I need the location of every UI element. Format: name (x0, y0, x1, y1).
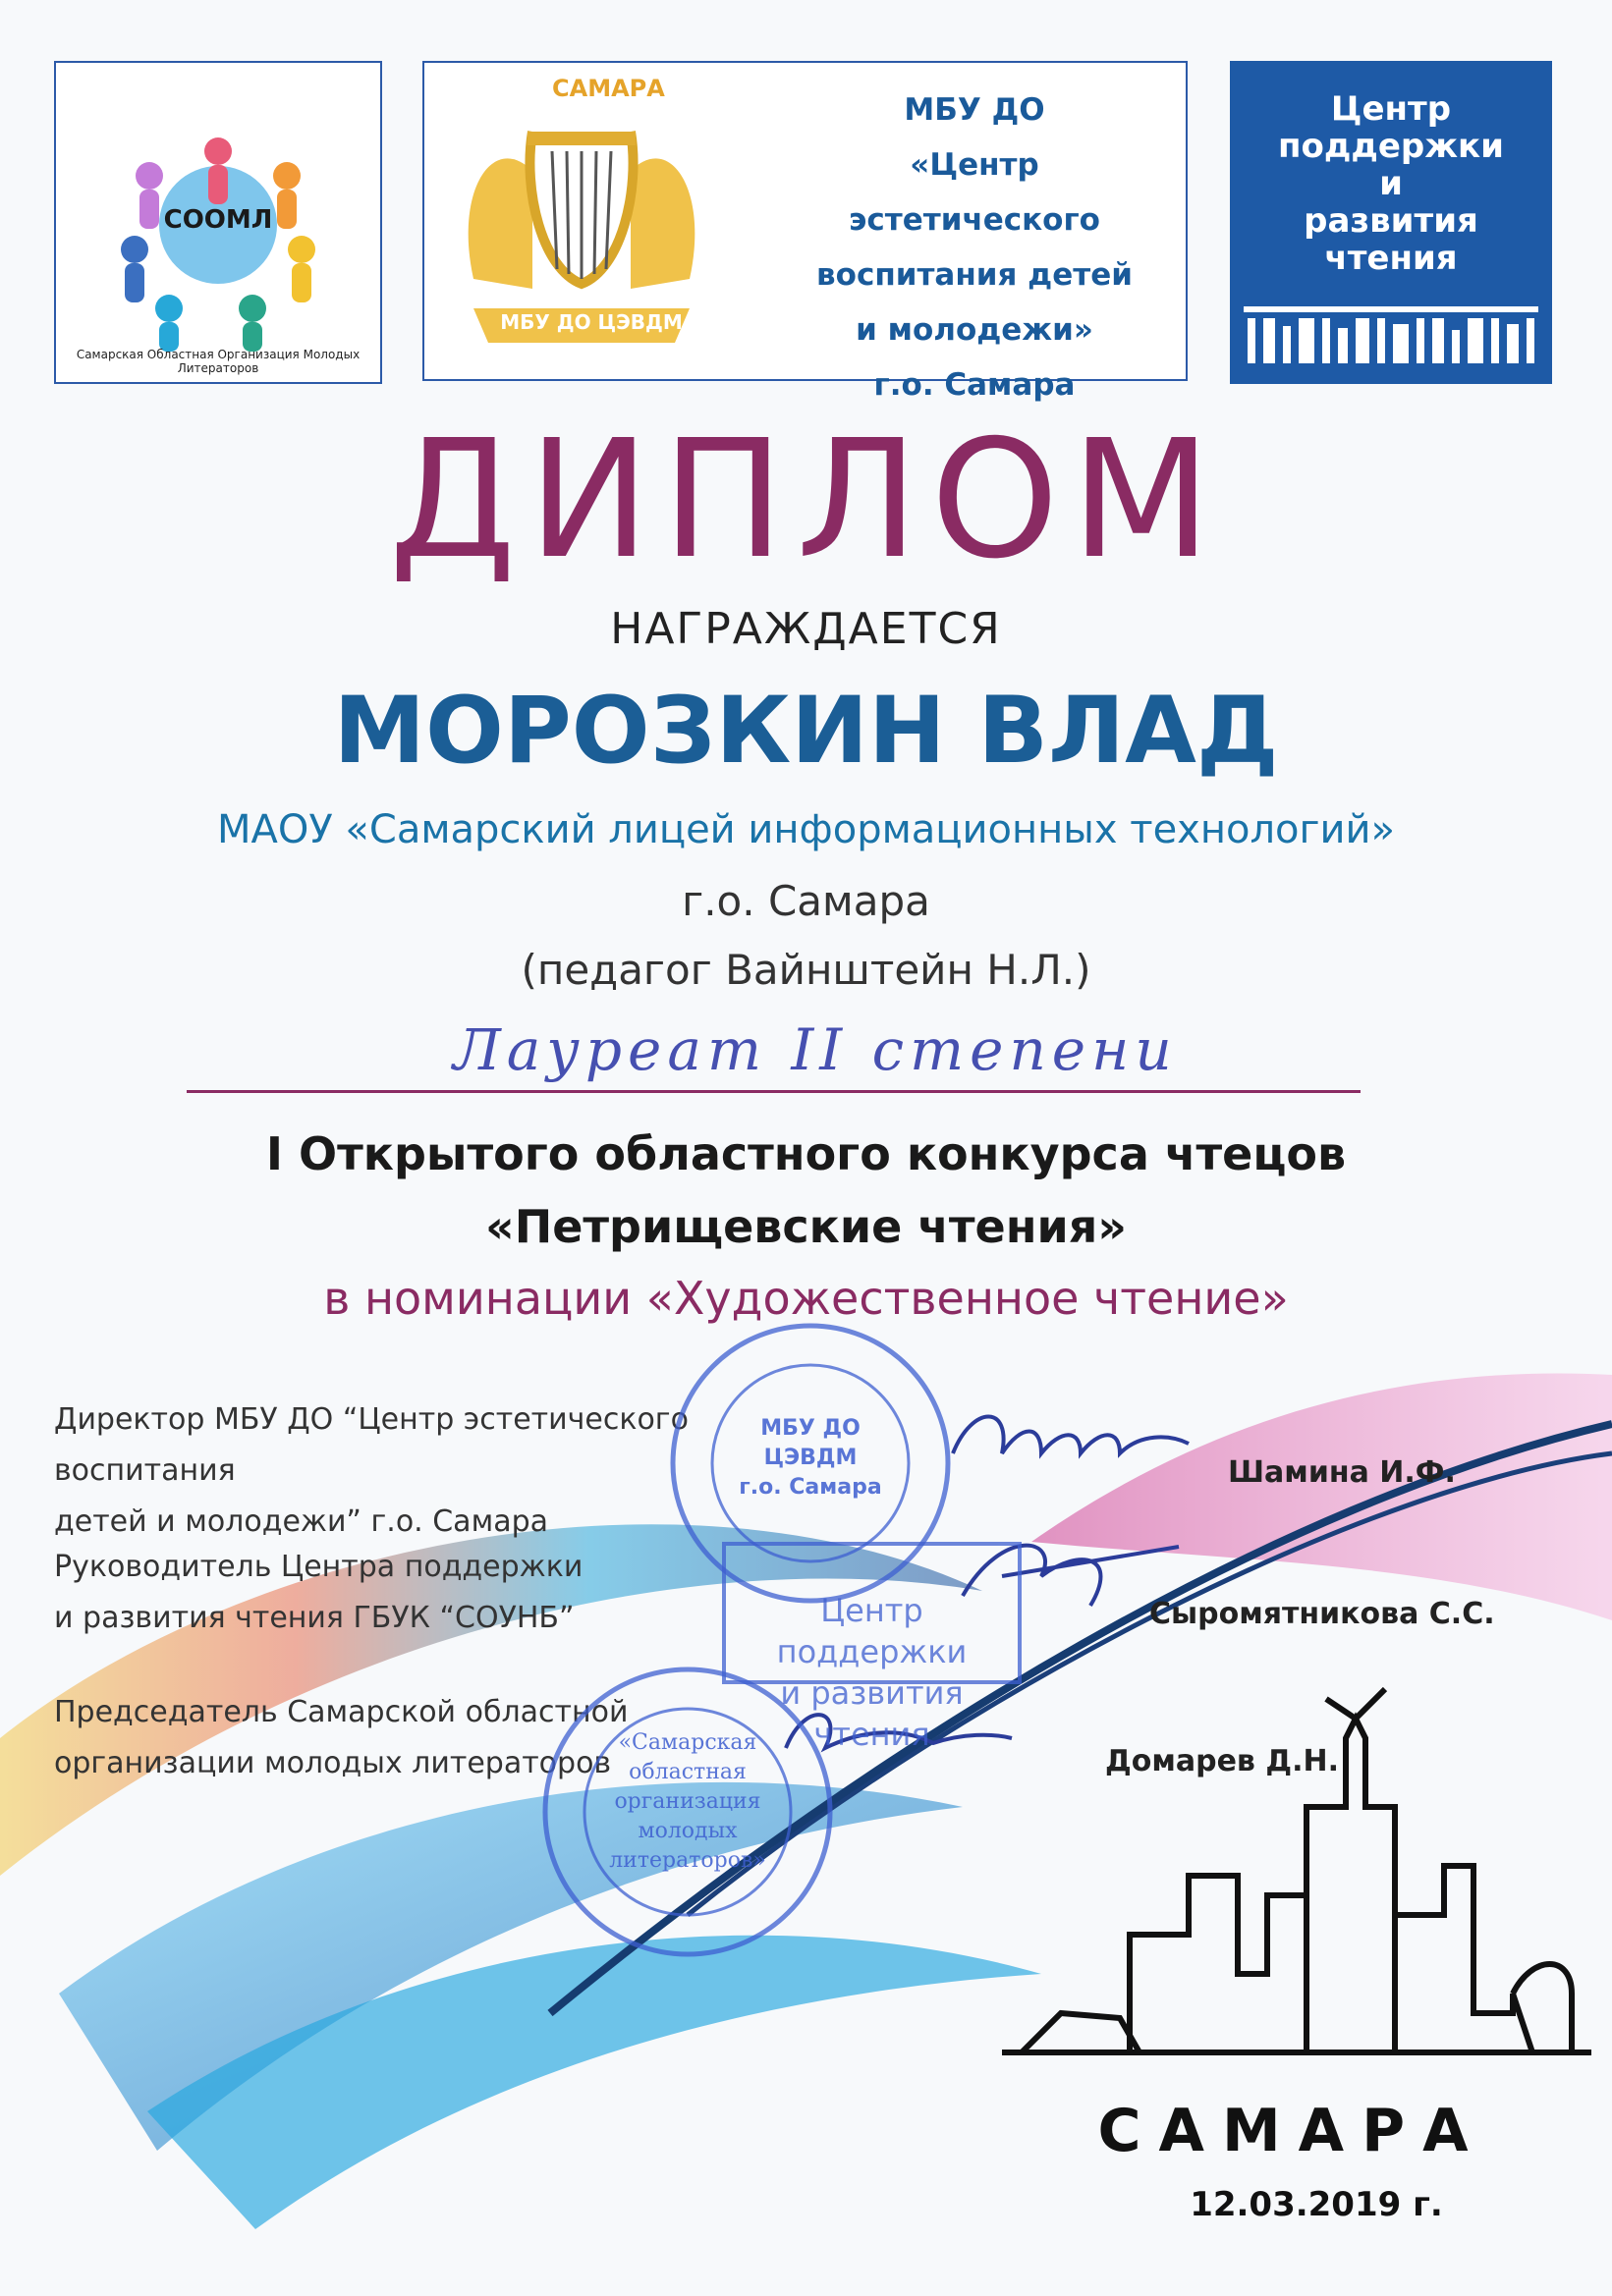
issue-date: 12.03.2019 г. (1190, 2185, 1443, 2224)
school-name: МАОУ «Самарский лицей информационных технологий» (216, 807, 1395, 852)
contest-name: «Петрищевские чтения» (484, 1200, 1128, 1253)
rc-line2: поддержки (1278, 127, 1504, 166)
mbu-line4: и молодежи» (856, 312, 1093, 348)
teacher-name: (педагог Вайнштейн Н.Л.) (521, 946, 1091, 994)
rc-line5: чтения (1324, 239, 1458, 278)
soml-logo (54, 61, 382, 384)
bookshelf-icon (1244, 306, 1538, 367)
mbu-name (783, 82, 1166, 412)
reading-center-logo (1230, 61, 1552, 384)
nomination: в номинации «Художественное чтение» (323, 1272, 1289, 1325)
diploma-title: ДИПЛОМ (388, 406, 1224, 595)
recipient-name: МОРОЗКИН ВЛАД (333, 678, 1279, 785)
stamp3-line4: молодых (638, 1819, 738, 1843)
contest-title: I Открытого областного конкурса чтецов (265, 1127, 1347, 1180)
stamp1-line3: г.о. Самара (739, 1475, 882, 1500)
emblem-top-text: САМАРА (552, 75, 665, 102)
cevdm-logo (422, 61, 1188, 403)
signatory-3-name: Домарев Д.Н. (1105, 1744, 1339, 1778)
mbu-line2: «Центр эстетического (849, 147, 1100, 238)
stamp1-line2: ЦЭВДМ (763, 1446, 858, 1470)
signatory-2-name: Сыромятникова С.С. (1149, 1597, 1495, 1631)
signatory-3-title-line1: Председатель Самарской областной (54, 1695, 629, 1729)
city-name: САМАРА (1097, 2097, 1486, 2165)
stamp-cevdm-text (732, 1414, 889, 1503)
rc-line4: развития (1304, 201, 1478, 241)
stamp1-line1: МБУ ДО (760, 1416, 861, 1441)
stamp-soml-text (599, 1728, 776, 1876)
mbu-line3: воспитания детей (816, 257, 1133, 293)
stamp2-line1: Центр поддержки (776, 1592, 968, 1670)
emblem-ribbon-text: МБУ ДО ЦЭВДМ (500, 310, 683, 334)
mbu-line1: МБУ ДО (904, 92, 1045, 128)
rc-line3: и (1379, 164, 1403, 203)
signature-1 (943, 1385, 1198, 1493)
stamp3-line2: областная (629, 1760, 747, 1784)
signatory-3-title-line2: организации молодых литераторов (54, 1746, 612, 1780)
laureate-underline (187, 1090, 1361, 1093)
laureate-degree: Лауреат II степени (453, 1016, 1178, 1083)
stamp3-line5: литераторов» (609, 1848, 766, 1873)
signatory-1-title-line2: детей и молодежи” г.о. Самара (54, 1504, 549, 1539)
soml-center-text: СООМЛ (163, 205, 273, 235)
signatory-1-name: Шамина И.Ф. (1228, 1455, 1456, 1490)
reading-center-title (1232, 90, 1550, 277)
rc-line1: Центр (1330, 89, 1452, 129)
signatory-2-title-line1: Руководитель Центра поддержки (54, 1550, 584, 1584)
stamp2-line2: и развития чтения (780, 1674, 964, 1753)
signatory-2-title-line2: и развития чтения ГБУК “СОУНБ” (54, 1601, 575, 1635)
mbu-line5: г.о. Самара (873, 367, 1076, 403)
awarded-label: НАГРАЖДАЕТСЯ (610, 604, 1002, 654)
signatory-1-title-line1: Директор МБУ ДО “Центр эстетического воспитания (54, 1402, 689, 1488)
stamp3-line3: организация (614, 1789, 761, 1814)
school-city: г.о. Самара (682, 877, 930, 925)
soml-arc-text: Самарская Областная Организация Молодых Литераторов (76, 348, 361, 375)
stamp3-line1: «Самарская (618, 1730, 757, 1755)
